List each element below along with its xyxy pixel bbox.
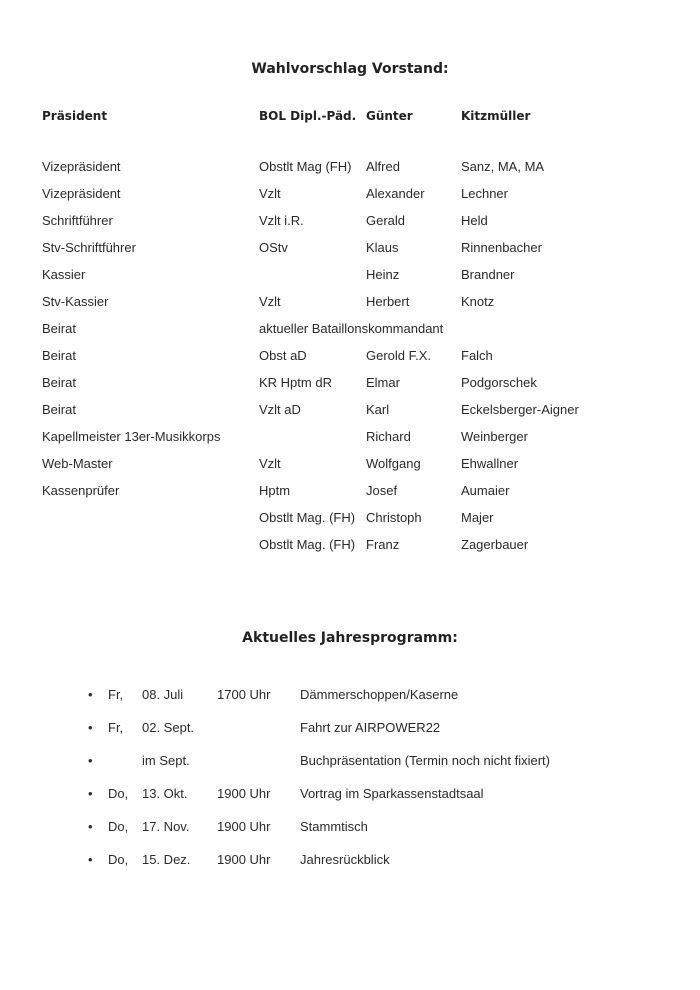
- rank-cell: aktueller Bataillonskommandant: [259, 321, 444, 336]
- time-cell: 1900 Uhr: [217, 852, 271, 867]
- firstname-cell: Alexander: [366, 186, 425, 201]
- day-cell: Do,: [108, 819, 129, 834]
- firstname-cell: Franz: [366, 537, 400, 552]
- role-cell: Kassenprüfer: [42, 483, 120, 498]
- firstname-cell: Elmar: [366, 375, 400, 390]
- rank-cell: Vzlt: [259, 456, 281, 471]
- role-cell: Stv-Kassier: [42, 294, 109, 309]
- role-cell: Vizepräsident: [42, 159, 121, 174]
- time-cell: 1900 Uhr: [217, 786, 271, 801]
- firstname-cell: Heinz: [366, 267, 400, 282]
- day-cell: Do,: [108, 786, 129, 801]
- rank-cell: Vzlt i.R.: [259, 213, 304, 228]
- lastname-cell: Falch: [461, 348, 493, 363]
- rank-cell: Obstlt Mag. (FH): [259, 537, 356, 552]
- lastname-cell: Eckelsberger-Aigner: [461, 402, 579, 417]
- bullet-icon: •: [88, 819, 93, 834]
- role-cell: Stv-Schriftführer: [42, 240, 136, 255]
- date-cell: 13. Okt.: [142, 786, 188, 801]
- lastname-cell: Held: [461, 213, 488, 228]
- lastname-cell: Sanz, MA, MA: [461, 159, 545, 174]
- rank-cell: BOL Dipl.-Päd.: [259, 109, 357, 123]
- firstname-cell: Karl: [366, 402, 390, 417]
- date-cell: im Sept.: [142, 753, 190, 768]
- date-cell: 15. Dez.: [142, 852, 191, 867]
- event-cell: Vortrag im Sparkassenstadtsaal: [300, 786, 484, 801]
- lastname-cell: Knotz: [461, 294, 495, 309]
- role-cell: Kassier: [42, 267, 86, 282]
- date-cell: 08. Juli: [142, 687, 184, 702]
- day-cell: Fr,: [108, 687, 124, 702]
- rank-cell: Vzlt: [259, 186, 281, 201]
- role-cell: Vizepräsident: [42, 186, 121, 201]
- program-title: Aktuelles Jahresprogramm:: [242, 630, 458, 646]
- day-cell: Fr,: [108, 720, 124, 735]
- role-cell: Beirat: [42, 375, 76, 390]
- rank-cell: Obstlt Mag (FH): [259, 159, 352, 174]
- firstname-cell: Alfred: [366, 159, 400, 174]
- event-cell: Jahresrückblick: [300, 852, 390, 867]
- firstname-cell: Christoph: [366, 510, 422, 525]
- event-cell: Buchpräsentation (Termin noch nicht fixiert): [300, 753, 551, 768]
- role-cell: Schriftführer: [42, 213, 113, 228]
- lastname-cell: Kitzmüller: [461, 109, 531, 123]
- time-cell: 1900 Uhr: [217, 819, 271, 834]
- event-cell: Fahrt zur AIRPOWER22: [300, 720, 441, 735]
- firstname-cell: Klaus: [366, 240, 399, 255]
- bullet-icon: •: [88, 720, 93, 735]
- lastname-cell: Lechner: [461, 186, 508, 201]
- role-cell: Präsident: [42, 109, 108, 123]
- lastname-cell: Weinberger: [461, 429, 528, 444]
- role-cell: Kapellmeister 13er-Musikkorps: [42, 429, 221, 444]
- day-cell: Do,: [108, 852, 129, 867]
- rank-cell: OStv: [259, 240, 288, 255]
- rank-cell: KR Hptm dR: [259, 375, 332, 390]
- bullet-icon: •: [88, 852, 93, 867]
- role-cell: Beirat: [42, 402, 76, 417]
- firstname-cell: Gerald: [366, 213, 406, 228]
- role-cell: Web-Master: [42, 456, 113, 471]
- rank-cell: Hptm: [259, 483, 291, 498]
- time-cell: 1700 Uhr: [217, 687, 271, 702]
- rank-cell: Obstlt Mag. (FH): [259, 510, 356, 525]
- lastname-cell: Majer: [461, 510, 494, 525]
- firstname-cell: Herbert: [366, 294, 410, 309]
- role-cell: Beirat: [42, 348, 76, 363]
- firstname-cell: Wolfgang: [366, 456, 421, 471]
- rank-cell: Vzlt: [259, 294, 281, 309]
- role-cell: Beirat: [42, 321, 76, 336]
- lastname-cell: Aumaier: [461, 483, 510, 498]
- event-cell: Dämmerschoppen/Kaserne: [300, 687, 459, 702]
- lastname-cell: Zagerbauer: [461, 537, 529, 552]
- firstname-cell: Richard: [366, 429, 411, 444]
- event-cell: Stammtisch: [300, 819, 368, 834]
- rank-cell: Obst aD: [259, 348, 307, 363]
- bullet-icon: •: [88, 786, 93, 801]
- lastname-cell: Podgorschek: [461, 375, 537, 390]
- date-cell: 02. Sept.: [142, 720, 195, 735]
- date-cell: 17. Nov.: [142, 819, 190, 834]
- firstname-cell: Gerold F.X.: [366, 348, 432, 363]
- rank-cell: Vzlt aD: [259, 402, 301, 417]
- bullet-icon: •: [88, 687, 93, 702]
- bullet-icon: •: [88, 753, 93, 768]
- firstname-cell: Josef: [366, 483, 398, 498]
- lastname-cell: Ehwallner: [461, 456, 519, 471]
- lastname-cell: Brandner: [461, 267, 515, 282]
- firstname-cell: Günter: [366, 109, 413, 123]
- lastname-cell: Rinnenbacher: [461, 240, 542, 255]
- board-title: Wahlvorschlag Vorstand:: [251, 61, 449, 77]
